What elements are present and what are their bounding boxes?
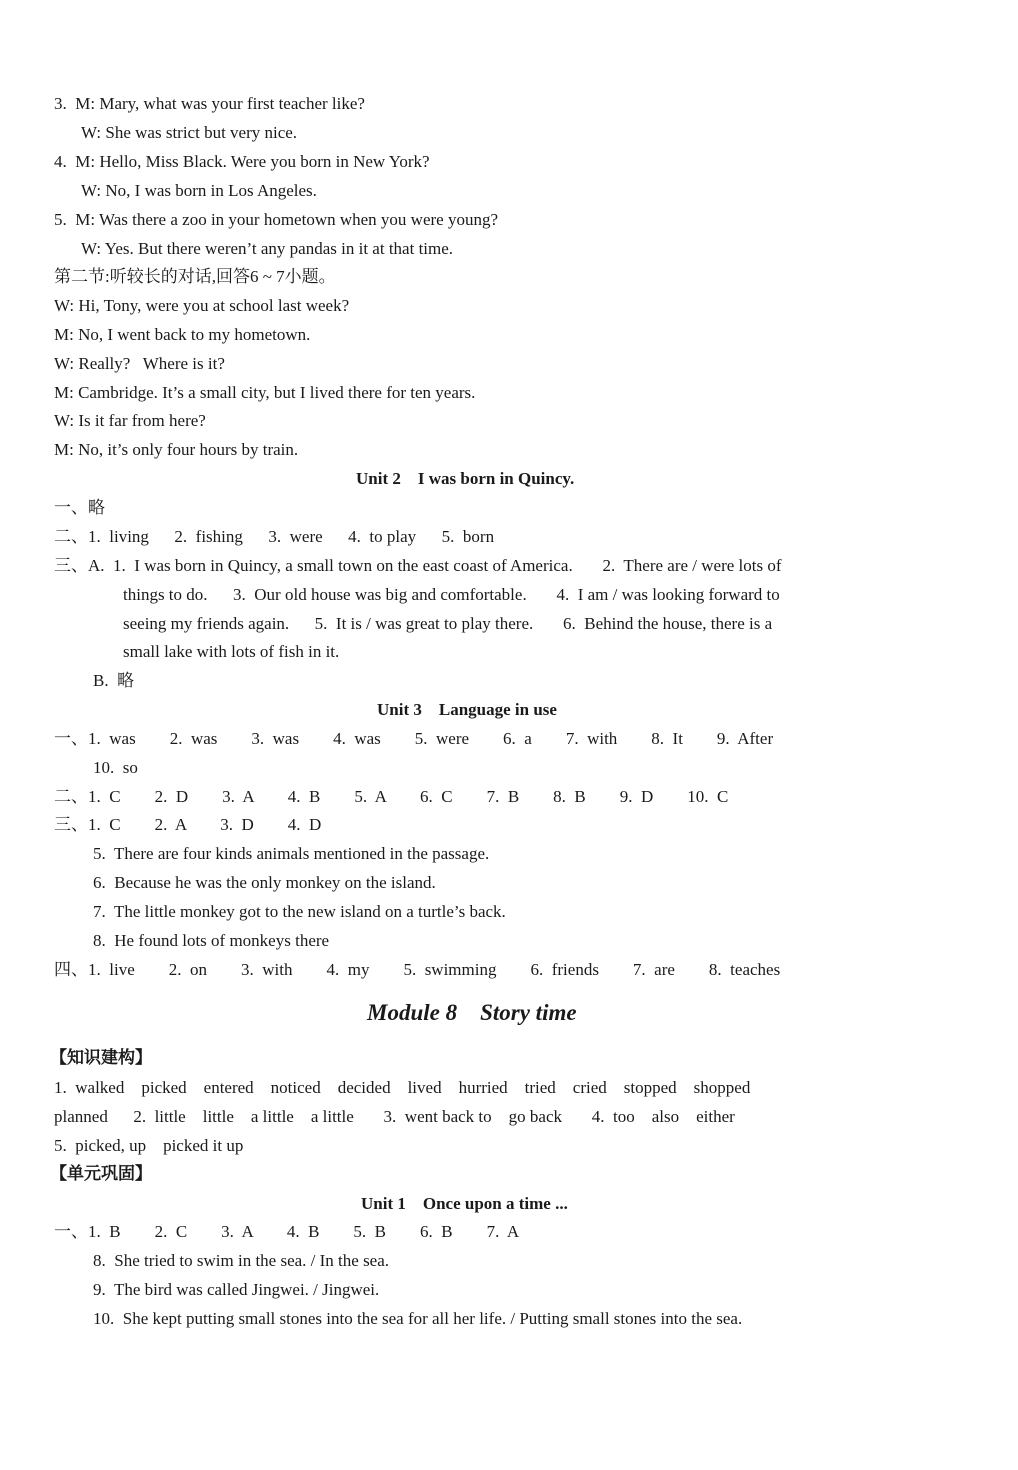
answer-line: things to do. 3. Our old house was big and comfortable. 4. I am / was looking forward to <box>123 585 780 604</box>
answer-line: 三、1. C 2. A 3. D 4. D <box>54 815 322 834</box>
answer-line: 一、1. B 2. C 3. A 4. B 5. B 6. B 7. A <box>54 1222 520 1241</box>
dialogue-line: M: No, I went back to my hometown. <box>54 325 311 344</box>
answer-line: 5. There are four kinds animals mentioned in the passage. <box>93 844 490 863</box>
dialogue-line: W: She was strict but very nice. <box>81 123 298 142</box>
module-title: Module 8 Story time <box>367 1000 577 1025</box>
dialogue-line: 5. M: Was there a zoo in your hometown when you were young? <box>54 210 498 229</box>
unit2-title: Unit 2 I was born in Quincy. <box>356 469 575 488</box>
dialogue-line: W: Hi, Tony, were you at school last week? <box>54 296 350 315</box>
dialogue-line: M: No, it’s only four hours by train. <box>54 440 299 459</box>
answer-line: 10. so <box>93 758 138 777</box>
answer-line: 二、1. C 2. D 3. A 4. B 5. A 6. C 7. B 8. B 9. D 10. C <box>54 787 729 806</box>
dialogue-line: 4. M: Hello, Miss Black. Were you born in New York? <box>54 152 430 171</box>
answer-line: 三、A. 1. I was born in Quincy, a small town on the east coast of America. 2. There are / were lots of <box>54 556 782 575</box>
knowledge-header: 【知识建构】 <box>50 1048 152 1067</box>
dialogue-line: W: Is it far from here? <box>54 411 206 430</box>
answer-line: small lake with lots of fish in it. <box>123 642 340 661</box>
answer-line: seeing my friends again. 5. It is / was great to play there. 6. Behind the house, there is a <box>123 614 773 633</box>
answer-line: 四、1. live 2. on 3. with 4. my 5. swimming 6. friends 7. are 8. teaches <box>54 960 781 979</box>
dialogue-line: W: No, I was born in Los Angeles. <box>81 181 317 200</box>
section-instruction: 第二节:听较长的对话,回答6 ~ 7小题。 <box>54 267 336 286</box>
consolidation-header: 【单元巩固】 <box>50 1164 152 1183</box>
dialogue-line: W: Really? Where is it? <box>54 354 225 373</box>
answer-line: 10. She kept putting small stones into the sea for all her life. / Putting small stones into the sea. <box>93 1309 743 1328</box>
answer-line: 5. picked, up picked it up <box>54 1136 244 1155</box>
answer-line: 8. She tried to swim in the sea. / In the sea. <box>93 1251 390 1270</box>
answer-line: 6. Because he was the only monkey on the island. <box>93 873 436 892</box>
dialogue-line: 3. M: Mary, what was your first teacher like? <box>54 94 365 113</box>
answer-line: 1. walked picked entered noticed decided lived hurried tried cried stopped shopped <box>54 1078 751 1097</box>
answer-line: 一、1. was 2. was 3. was 4. was 5. were 6. a 7. with 8. It 9. After <box>54 729 774 748</box>
answer-line: 9. The bird was called Jingwei. / Jingwei. <box>93 1280 380 1299</box>
answer-line: B. 略 <box>93 671 135 690</box>
answer-line: 7. The little monkey got to the new island on a turtle’s back. <box>93 902 506 921</box>
unit3-title: Unit 3 Language in use <box>377 700 557 719</box>
answer-line: 一、略 <box>54 498 105 517</box>
answer-line: 二、1. living 2. fishing 3. were 4. to play 5. born <box>54 527 495 546</box>
unit1-title: Unit 1 Once upon a time ... <box>361 1194 568 1213</box>
answer-line: 8. He found lots of monkeys there <box>93 931 330 950</box>
dialogue-line: W: Yes. But there weren’t any pandas in it at that time. <box>81 239 454 258</box>
answer-line: planned 2. little little a little a little 3. went back to go back 4. too also either <box>54 1107 735 1126</box>
dialogue-line: M: Cambridge. It’s a small city, but I lived there for ten years. <box>54 383 476 402</box>
